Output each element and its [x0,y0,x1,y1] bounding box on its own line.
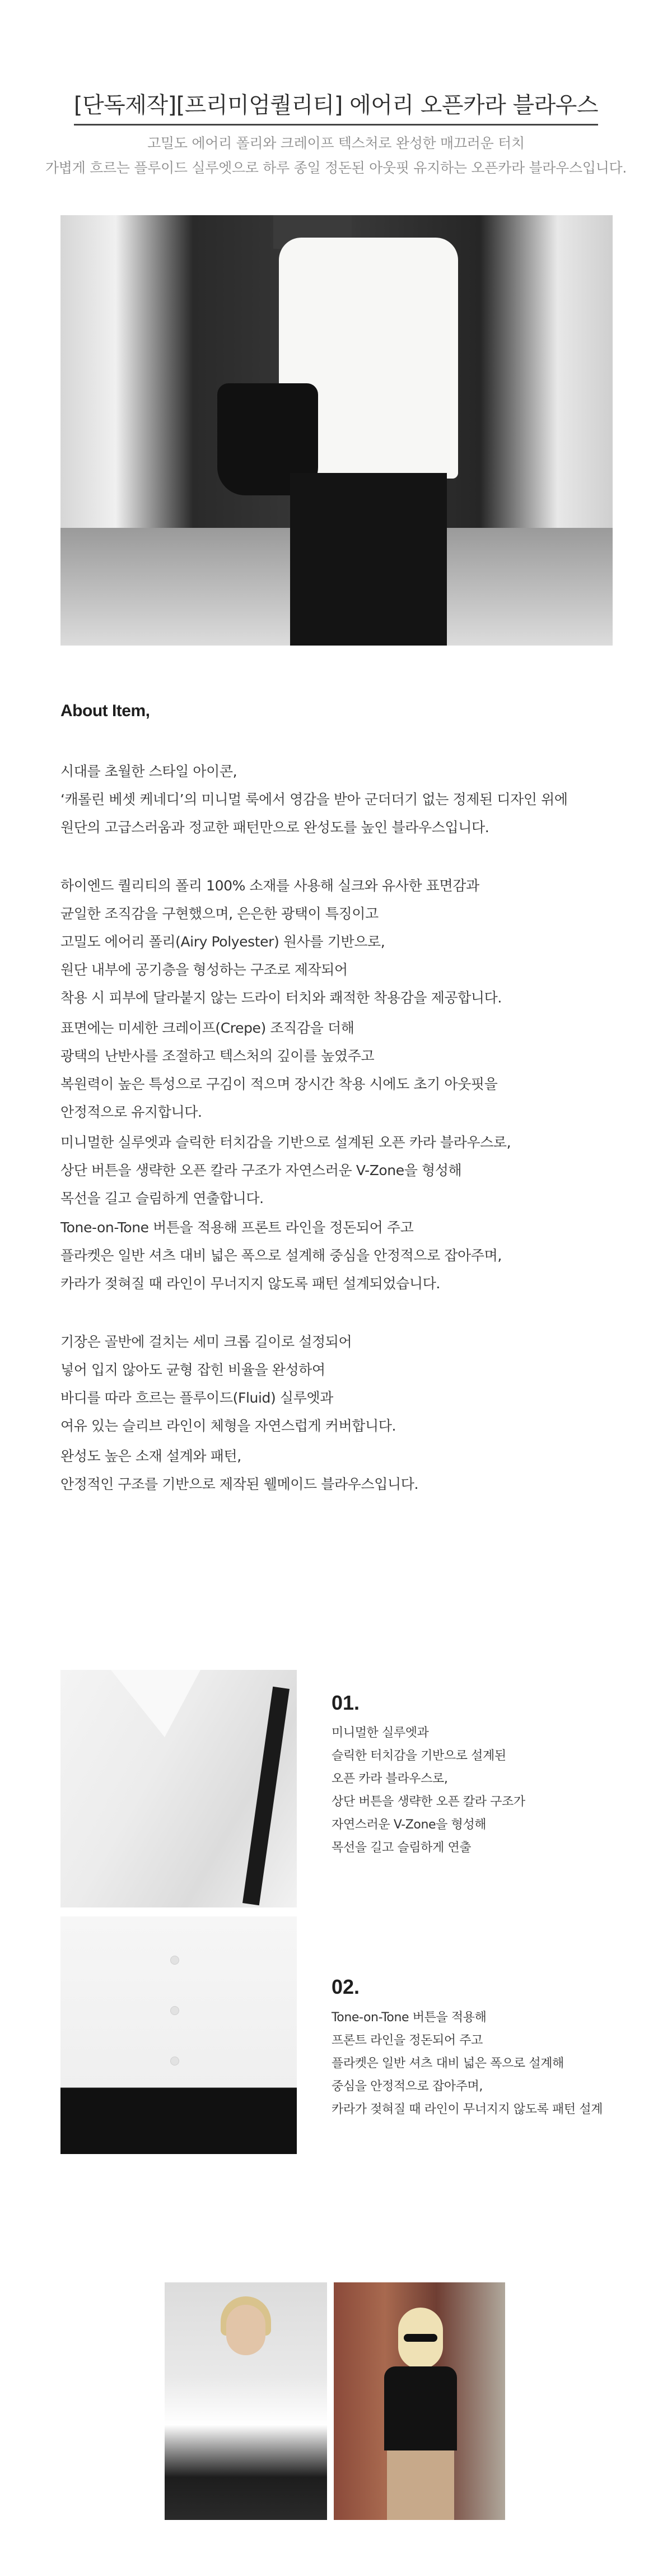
detail-text-1: 미니멀한 실루엣과 슬릭한 터치감을 기반으로 설계된 오픈 카라 블라우스로, 상단 버튼을 생략한 오픈 칼라 구조가 자연스러운 V-Zone을 형성해 목선을 길고 슬림하게 연출 [332,1726,525,1855]
about-paragraph-line: 착용 시 피부에 달라붙지 않는 드라이 터치와 쾌적한 착용감을 제공합니다. [60,990,502,1006]
about-paragraph [60,1129,620,1213]
detail-photo-collar [60,1670,297,1907]
detail-number-2: 02. [332,1975,360,1998]
about-paragraph [60,758,620,842]
about-paragraph-line: 상단 버튼을 생략한 오픈 칼라 구조가 자연스러운 V-Zone을 형성해 [60,1162,462,1178]
inspiration-photo-white-shirt [165,2282,327,2520]
about-paragraph [60,1442,620,1498]
detail-number-1: 01. [332,1691,360,1714]
about-paragraph-line: 기장은 골반에 걸치는 세미 크롭 길이로 설정되어 [60,1334,352,1350]
about-paragraph-line: 시대를 초월한 스타일 아이콘, [60,763,237,779]
about-paragraph-line: 카라가 젖혀질 때 라인이 무너지지 않도록 패턴 설계되었습니다. [60,1275,440,1292]
about-item-heading: About Item, [60,702,150,720]
about-paragraph-line: 완성도 높은 소재 설계와 패턴, [60,1448,241,1464]
about-paragraph [60,1014,620,1126]
inspiration-photo-black-shirt [334,2282,505,2520]
about-paragraph-line: 안정적인 구조를 기반으로 제작된 웰메이드 블라우스입니다. [60,1476,419,1492]
hero-product-photo [60,215,613,646]
about-paragraph-line: 표면에는 미세한 크레이프(Crepe) 조직감을 더해 [60,1020,354,1036]
about-paragraph [60,1214,620,1298]
about-paragraph-line: 바디를 따라 흐르는 플루이드(Fluid) 실루엣과 [60,1390,333,1406]
about-paragraph-line: 미니멀한 실루엣과 슬릭한 터치감을 기반으로 설계된 오픈 카라 블라우스로, [60,1134,511,1150]
about-paragraph-line: 안정적으로 유지합니다. [60,1104,202,1120]
about-paragraph-line: 넣어 입지 않아도 균형 잡힌 비율을 완성하여 [60,1362,325,1378]
product-title: [단독제작][프리미엄퀄리티] 에어리 오픈카라 블라우스 [0,87,672,126]
about-paragraph-line: 목선을 길고 슬림하게 연출합니다. [60,1190,264,1206]
about-paragraph [60,1328,620,1440]
about-paragraph-line: 원단 내부에 공기층을 형성하는 구조로 제작되어 [60,962,348,978]
about-paragraph-line: 여유 있는 슬리브 라인이 체형을 자연스럽게 커버합니다. [60,1418,396,1434]
about-paragraph-line: 원단의 고급스러움과 정교한 패턴만으로 완성도를 높인 블라우스입니다. [60,819,489,836]
about-paragraph-line: 광택의 난반사를 조절하고 텍스처의 깊이를 높였주고 [60,1048,375,1064]
about-paragraph-line: 고밀도 에어리 폴리(Airy Polyester) 원사를 기반으로, [60,934,385,950]
about-paragraph-line: 플라켓은 일반 셔츠 대비 넓은 폭으로 설계해 중심을 안정적으로 잡아주며, [60,1247,502,1264]
about-paragraph-line: ‘캐롤린 베셋 케네디’의 미니멀 룩에서 영감을 받아 군더더기 없는 정제된 디자인 위에 [60,791,568,807]
about-paragraph-line: 하이엔드 퀄리티의 폴리 100% 소재를 사용해 실크와 유사한 표면감과 [60,878,479,894]
about-paragraph-line: Tone-on-Tone 버튼을 적용해 프론트 라인을 정돈되어 주고 [60,1219,414,1236]
product-subtitle-line-1: 고밀도 에어리 폴리와 크레이프 텍스처로 완성한 매끄러운 터치 [147,135,525,151]
about-paragraph-line: 균일한 조직감을 구현했으며, 은은한 광택이 특징이고 [60,906,379,922]
detail-photo-buttons [60,1916,297,2154]
product-subtitle-line-2: 가볍게 흐르는 플루이드 실루엣으로 하루 종일 정돈된 아웃핏 유지하는 오픈카라 블라우스입니다. [45,160,627,176]
about-paragraph [60,872,620,1012]
about-paragraph-line: 복원력이 높은 특성으로 구김이 적으며 장시간 착용 시에도 초기 아웃핏을 [60,1076,498,1092]
detail-text-2: Tone-on-Tone 버튼을 적용해 프론트 라인을 정돈되어 주고 플라켓은 일반 셔츠 대비 넓은 폭으로 설계해 중심을 안정적으로 잡아주며, 카라가 젖혀질 때 라인이 무너지지 않도록 패턴 설계 [332,2011,603,2117]
